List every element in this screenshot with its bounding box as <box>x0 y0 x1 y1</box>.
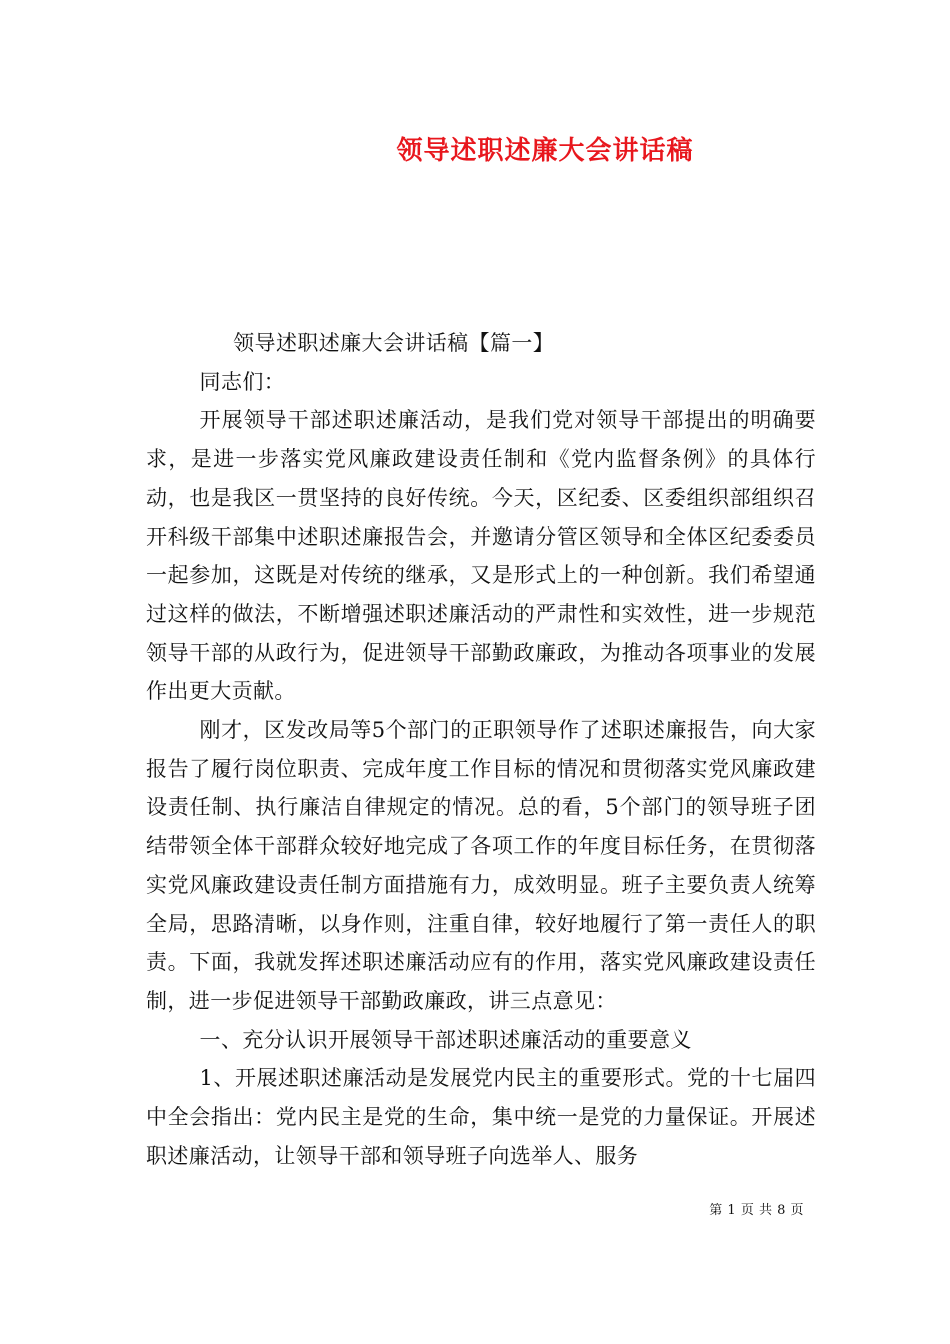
document-body <box>146 324 816 1175</box>
page-number: 第 1 页 共 8 页 <box>709 1203 804 1218</box>
body-paragraph: 刚才，区发改局等5个部门的正职领导作了述职述廉报告，向大家报告了履行岗位职责、完成年度工作目标的情况和贯彻落实党风廉政建设责任制、执行廉洁自律规定的情况。总的看，5个部门的领导班子团结带领全体干部群众较好地完成了各项工作的年度目标任务，在贯彻落实党风廉政建设责任制方面措施有力，成效明显。班子主要负责人统筹全局，思路清晰，以身作则，注重自律，较好地履行了第一责任人的职责。下面，我就发挥述职述廉活动应有的作用，落实党风廉政建设责任制，进一步促进领导干部勤政廉政，讲三点意见： <box>146 718 816 1013</box>
section-heading: 领导述职述廉大会讲话稿【篇一】 <box>233 331 555 355</box>
body-paragraph: 1、开展述职述廉活动是发展党内民主的重要形式。党的十七届四中全会指出：党内民主是党的生命，集中统一是党的力量保证。开展述职述廉活动，让领导干部和领导班子向选举人、服务 <box>146 1066 816 1168</box>
salutation: 同志们： <box>199 369 286 394</box>
body-paragraph: 开展领导干部述职述廉活动，是我们党对领导干部提出的明确要求，是进一步落实党风廉政建设责任制和《党内监督条例》的具体行动，也是我区一贯坚持的良好传统。今天，区纪委、区委组织部组织召开科级干部集中述职述廉报告会，并邀请分管区领导和全体区纪委委员一起参加，这既是对传统的继承，又是形式上的一种创新。我们希望通过这样的做法，不断增强述职述廉活动的严肃性和实效性，进一步规范领导干部的从政行为，促进领导干部勤政廉政，为推动各项事业的发展作出更大贡献。 <box>146 408 816 704</box>
section-heading: 一、充分认识开展领导干部述职述廉活动的重要意义 <box>199 1027 692 1052</box>
document-title: 领导述职述廉大会讲话稿 <box>396 136 694 166</box>
